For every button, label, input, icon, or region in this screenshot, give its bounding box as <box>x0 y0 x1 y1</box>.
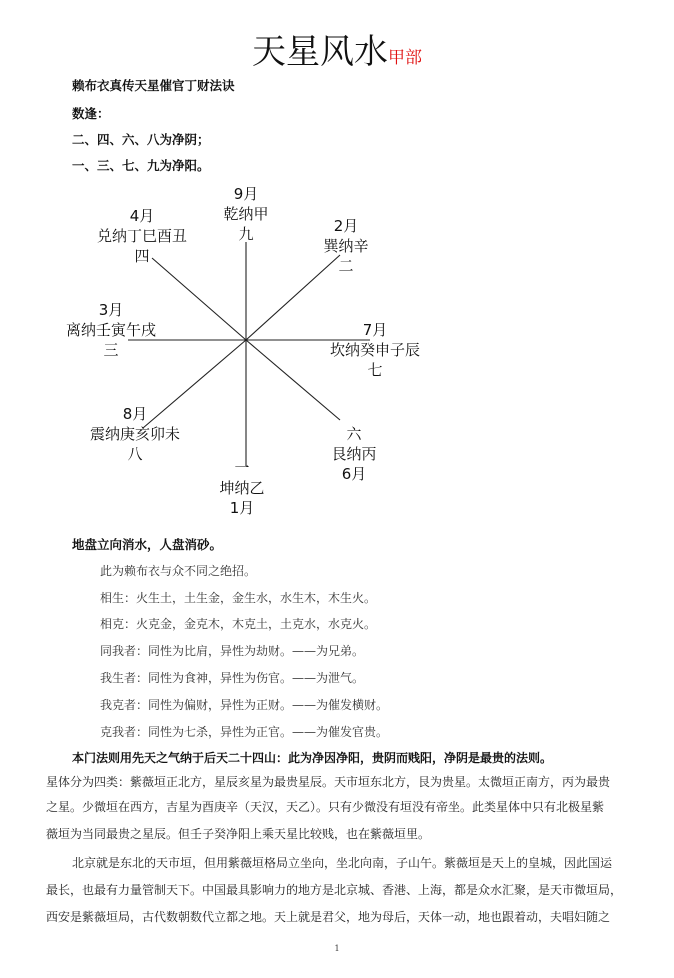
node-north <box>206 184 286 244</box>
section2-line-6: 克我者：同性为七杀，异性为正官。——为催发官贵。 <box>100 725 389 739</box>
south-num: 一 <box>234 459 250 477</box>
section3-para2-line-1: 最长，也最有力量管制天下。中国最具影响力的地方是北京城、香港、上海，都是众水汇聚，是天市微垣局， <box>46 883 623 897</box>
section2-line-4: 我生者：同性为食神，异性为伤官。——为泄气。 <box>100 671 365 685</box>
page-number: 1 <box>334 944 340 953</box>
intro-line-3: 二、四、六、八为净阴； <box>72 132 210 147</box>
northwest-month: 4月 <box>129 207 155 225</box>
title-main: 天星风水 <box>252 32 388 72</box>
northwest-num: 四 <box>134 247 150 265</box>
section3-para2-line-0: 北京就是东北的天市垣，但用紫薇垣格局立坐向，坐北向南，子山午。紫薇垣是天上的皇城，因此国运 <box>72 856 613 870</box>
node-south <box>202 458 282 518</box>
node-east <box>320 320 430 380</box>
section2-line-2: 相克：火克金，金克木，木克土，土克水，水克火。 <box>100 617 377 631</box>
node-northwest <box>82 206 202 266</box>
west-month: 3月 <box>98 301 124 319</box>
southeast-text: 艮纳丙 <box>331 445 377 463</box>
northwest-text: 兑纳丁巳酉丑 <box>96 227 187 245</box>
section2-line-1: 相生：火生土，土生金，金生水，水生木，木生火。 <box>100 591 377 605</box>
south-month: 1月 <box>229 499 255 517</box>
east-text: 坎纳癸申子辰 <box>329 341 420 359</box>
node-northeast <box>306 216 386 276</box>
intro-line-1: 赖布衣真传天星催官丁财法诀 <box>72 78 235 93</box>
section3-para1-line-1: 之星。少微垣在西方，吉星为酉庚辛（天汉，天乙）。只有少微没有垣没有帝坐。此类星体中只有北极星紫 <box>46 800 605 814</box>
section3-heading: 本门法则用先天之气纳于后天二十四山：此为净因净阳，贵阴而贱阳，净阴是最贵的法则。 <box>72 751 553 765</box>
section2-heading: 地盘立向消水，人盘消砂。 <box>72 537 223 552</box>
north-num: 九 <box>238 225 254 243</box>
intro-line-4: 一、三、七、九为净阳。 <box>72 158 210 173</box>
northeast-month: 2月 <box>333 217 359 235</box>
southeast-month: 6月 <box>341 465 367 483</box>
node-southwest <box>80 404 190 464</box>
southwest-month: 8月 <box>122 405 148 423</box>
section3-para2-line-2: 西安是紫薇垣局，古代数朝数代立都之地。天上就是君父，地为母后，天体一动，地也跟着动，夫唱妇随之 <box>46 910 611 924</box>
west-text: 离纳壬寅午戌 <box>65 321 156 339</box>
northeast-text: 巽纳辛 <box>323 237 369 255</box>
section2-line-0: 此为赖布衣与众不同之绝招。 <box>100 564 257 578</box>
east-month: 7月 <box>362 321 388 339</box>
north-text: 乾纳甲 <box>223 205 269 223</box>
north-month: 9月 <box>233 185 259 203</box>
node-west <box>56 300 166 360</box>
northeast-num: 二 <box>338 257 354 275</box>
west-num: 三 <box>103 341 119 359</box>
south-text: 坤纳乙 <box>219 479 265 497</box>
section3-para1-line-2: 薇垣为当同最贵之星辰。但壬子癸净阳上乘天星比较贱，也在紫薇垣里。 <box>46 827 431 841</box>
section2-line-5: 我克者：同性为偏财，异性为正财。——为催发横财。 <box>100 698 389 712</box>
southwest-num: 八 <box>127 445 143 463</box>
title-subtitle: 甲部 <box>388 48 422 68</box>
section2-line-3: 同我者：同性为比肩，异性为劫财。——为兄弟。 <box>100 644 365 658</box>
southwest-text: 震纳庚亥卯未 <box>89 425 180 443</box>
southeast-num: 六 <box>346 425 362 443</box>
line-northwest <box>152 258 246 340</box>
east-num: 七 <box>367 361 383 379</box>
intro-line-2: 数逢： <box>72 106 110 121</box>
section3-para1-line-0: 星体分为四类：紫薇垣正北方，星辰亥星为最贵星辰。天市垣东北方，艮为贵星。太微垣正南方，丙为最贵 <box>46 775 611 789</box>
node-southeast <box>314 424 394 484</box>
